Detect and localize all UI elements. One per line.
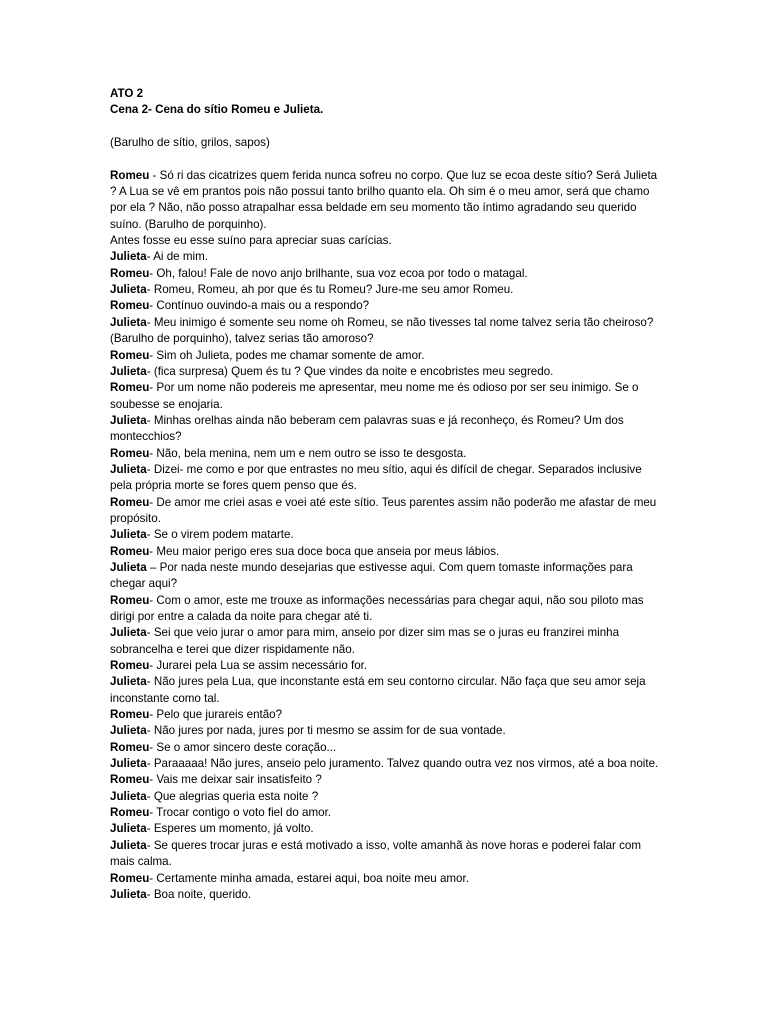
dialogue-line: [110, 805, 660, 821]
separator: -: [146, 462, 154, 476]
dialogue-line: [110, 266, 660, 282]
line-text: Meu maior perigo eres sua doce boca que anseia por meus lábios.: [156, 544, 500, 558]
line-text: Só ri das cicatrizes quem ferida nunca sofreu no corpo. Que luz se ecoa deste sítio? Será Julieta ? A Lua se vê em prantos pois não possui tanto brilho quanto ela. Oh sim é o meu amor, será que chamo por ela ? Não, não posso atrapalhar essa beldade em seu momento tão íntimo agradando seu querido suíno. (Barulho de porquinho).: [110, 168, 658, 231]
speaker-name: Julieta: [110, 789, 147, 803]
dialogue-line: [110, 462, 660, 495]
separator: -: [146, 528, 154, 542]
line-text: Não jures pela Lua, que inconstante está em seu contorno circular. Não faça que seu amor seja inconstante como tal.: [110, 675, 646, 705]
dialogue-line: [110, 364, 660, 380]
dialogue-line: [110, 315, 660, 348]
line-text: Não jures por nada, jures por ti mesmo se assim for de sua vontade.: [153, 724, 506, 738]
dialogue-line: [110, 658, 660, 674]
dialogue-line: [110, 740, 660, 756]
line-text: Minhas orelhas ainda não beberam cem palavras suas e já reconheço, és Romeu? Um dos montecchios?: [110, 413, 624, 444]
separator: -: [146, 724, 154, 738]
speaker-name: Julieta: [110, 626, 147, 640]
separator: -: [149, 806, 157, 820]
separator: -: [146, 887, 154, 901]
act-heading: ATO 2: [110, 87, 144, 100]
dialogue-line: [110, 495, 660, 528]
line-text: De amor me criei asas e voei até este sítio. Teus parentes assim não poderão me afastar de meu propósito.: [110, 495, 657, 525]
speaker-name: Julieta: [110, 315, 147, 329]
line-text: Sei que veio jurar o amor para mim, anseio por dizer sim mas se o juras eu franzirei minha sobrancelha e terei que dizer rispidamente não.: [110, 626, 620, 656]
dialogue: [110, 168, 660, 903]
line-text: Sim oh Julieta, podes me chamar somente de amor.: [156, 348, 425, 362]
speaker-name: Romeu: [110, 659, 150, 673]
separator: -: [149, 659, 157, 673]
speaker-name: Romeu: [110, 773, 150, 787]
line-text: Jurarei pela Lua se assim necessário for.: [156, 659, 368, 673]
separator: -: [146, 838, 154, 852]
speaker-name: Romeu: [110, 299, 150, 313]
dialogue-line: [110, 674, 660, 707]
speaker-name: Julieta: [110, 413, 147, 427]
speaker-name: Romeu: [110, 446, 150, 460]
scene-heading: Cena 2- Cena do sítio Romeu e Julieta.: [110, 103, 324, 117]
speaker-name: Julieta: [110, 757, 147, 771]
separator: -: [149, 495, 157, 509]
separator: -: [146, 364, 154, 378]
line-text: Romeu, Romeu, ah por que és tu Romeu? Jure-me seu amor Romeu.: [153, 283, 514, 297]
speaker-name: Romeu: [110, 266, 150, 280]
separator: -: [149, 266, 157, 280]
dialogue-line: [110, 593, 660, 626]
line-text: Se queres trocar juras e está motivado a isso, volte amanhã às nove horas e poderei falar com mais calma.: [110, 838, 642, 869]
line-text: Por nada neste mundo desejarias que estivesse aqui. Com quem tomaste informações para chegar aqui?: [110, 560, 633, 591]
line-text: Se o amor sincero deste coração...: [156, 740, 337, 754]
line-text: Boa noite, querido.: [153, 887, 252, 901]
speaker-name: Julieta: [110, 838, 147, 852]
speaker-name: Romeu: [110, 871, 150, 885]
line-text: Trocar contigo o voto fiel do amor.: [156, 806, 332, 820]
dialogue-line: [110, 298, 660, 314]
speaker-name: Romeu: [110, 381, 150, 395]
speaker-name: Romeu: [110, 168, 150, 182]
separator: -: [146, 757, 154, 771]
dialogue-line: [110, 821, 660, 837]
speaker-name: Julieta: [110, 560, 147, 574]
line-text: Com o amor, este me trouxe as informações necessárias para chegar aqui, não sou piloto mas dirigi por entre a calada da noite para chegar até ti.: [110, 593, 644, 623]
speaker-name: Julieta: [110, 364, 147, 378]
separator: -: [149, 381, 157, 395]
dialogue-line: [110, 723, 660, 739]
speaker-name: Julieta: [110, 724, 147, 738]
speaker-name: Julieta: [110, 462, 147, 476]
dialogue-line: [110, 380, 660, 413]
separator: -: [146, 626, 154, 640]
separator: -: [149, 773, 157, 787]
separator: -: [149, 593, 157, 607]
line-text: Antes fosse eu esse suíno para apreciar suas carícias.: [110, 234, 392, 248]
speaker-name: Romeu: [110, 348, 150, 362]
dialogue-line: [110, 756, 660, 772]
separator: -: [149, 168, 160, 182]
dialogue-line: [110, 887, 660, 903]
line-text: (fica surpresa) Quem és tu ? Que vindes da noite e encobristes meu segredo.: [153, 364, 554, 378]
line-text: Meu inimigo é somente seu nome oh Romeu, se não tivesses tal nome talvez seria tão cheiroso? (Barulho de porquinho), talvez serias tão amoroso?: [110, 315, 654, 346]
dialogue-line: [110, 772, 660, 788]
line-text: Vais me deixar sair insatisfeito ?: [156, 773, 322, 787]
separator: -: [146, 250, 154, 264]
dialogue-line: [110, 871, 660, 887]
separator: -: [149, 871, 157, 885]
speaker-name: Julieta: [110, 283, 147, 297]
dialogue-line: [110, 233, 660, 249]
spacer: [110, 151, 660, 167]
speaker-name: Julieta: [110, 528, 147, 542]
separator: –: [146, 560, 160, 574]
dialogue-line: [110, 348, 660, 364]
speaker-name: Romeu: [110, 544, 150, 558]
speaker-name: Julieta: [110, 822, 147, 836]
line-text: Por um nome não podereis me apresentar, meu nome me és odioso por ser seu inimigo. Se o soubesse se enojaria.: [110, 381, 639, 411]
separator: -: [146, 315, 154, 329]
line-text: Contínuo ouvindo-a mais ou a respondo?: [156, 299, 370, 313]
line-text: Se o virem podem matarte.: [153, 528, 294, 542]
separator: -: [149, 740, 157, 754]
dialogue-line: [110, 527, 660, 543]
speaker-name: Romeu: [110, 593, 150, 607]
separator: -: [149, 299, 157, 313]
dialogue-line: [110, 560, 660, 593]
dialogue-line: [110, 789, 660, 805]
line-text: Esperes um momento, já volto.: [153, 822, 314, 836]
separator: -: [149, 446, 157, 460]
separator: -: [146, 283, 154, 297]
line-text: Certamente minha amada, estarei aqui, boa noite meu amor.: [156, 871, 469, 885]
dialogue-line: [110, 446, 660, 462]
dialogue-line: [110, 544, 660, 560]
line-text: Ai de mim.: [153, 250, 208, 264]
dialogue-line: [110, 625, 660, 658]
dialogue-line: [110, 707, 660, 723]
separator: -: [146, 822, 154, 836]
stage-direction: (Barulho de sítio, grilos, sapos): [110, 136, 270, 150]
line-text: Pelo que jurareis então?: [156, 708, 283, 722]
speaker-name: Romeu: [110, 806, 150, 820]
separator: -: [146, 675, 154, 689]
line-text: Não, bela menina, nem um e nem outro se isso te desgosta.: [156, 446, 467, 460]
separator: -: [146, 789, 154, 803]
dialogue-line: [110, 168, 660, 233]
speaker-name: Romeu: [110, 740, 150, 754]
spacer: [110, 119, 660, 135]
line-text: Dizei- me como e por que entrastes no meu sítio, aqui és difícil de chegar. Separados inclusive pela própria morte se fores quem penso que és.: [110, 462, 642, 493]
speaker-name: Romeu: [110, 495, 150, 509]
line-text: Que alegrias queria esta noite ?: [153, 789, 319, 803]
speaker-name: Julieta: [110, 675, 147, 689]
speaker-name: Julieta: [110, 250, 147, 264]
dialogue-line: [110, 282, 660, 298]
document-page: [110, 86, 660, 903]
separator: -: [149, 348, 157, 362]
separator: -: [149, 544, 157, 558]
dialogue-line: [110, 249, 660, 265]
line-text: Paraaaaa! Não jures, anseio pelo juramento. Talvez quando outra vez nos virmos, até a boa noite.: [153, 757, 659, 771]
speaker-name: Julieta: [110, 887, 147, 901]
dialogue-line: [110, 413, 660, 446]
dialogue-line: [110, 838, 660, 871]
separator: -: [149, 708, 157, 722]
speaker-name: Romeu: [110, 708, 150, 722]
line-text: Oh, falou! Fale de novo anjo brilhante, sua voz ecoa por todo o matagal.: [156, 266, 528, 280]
separator: -: [146, 413, 154, 427]
